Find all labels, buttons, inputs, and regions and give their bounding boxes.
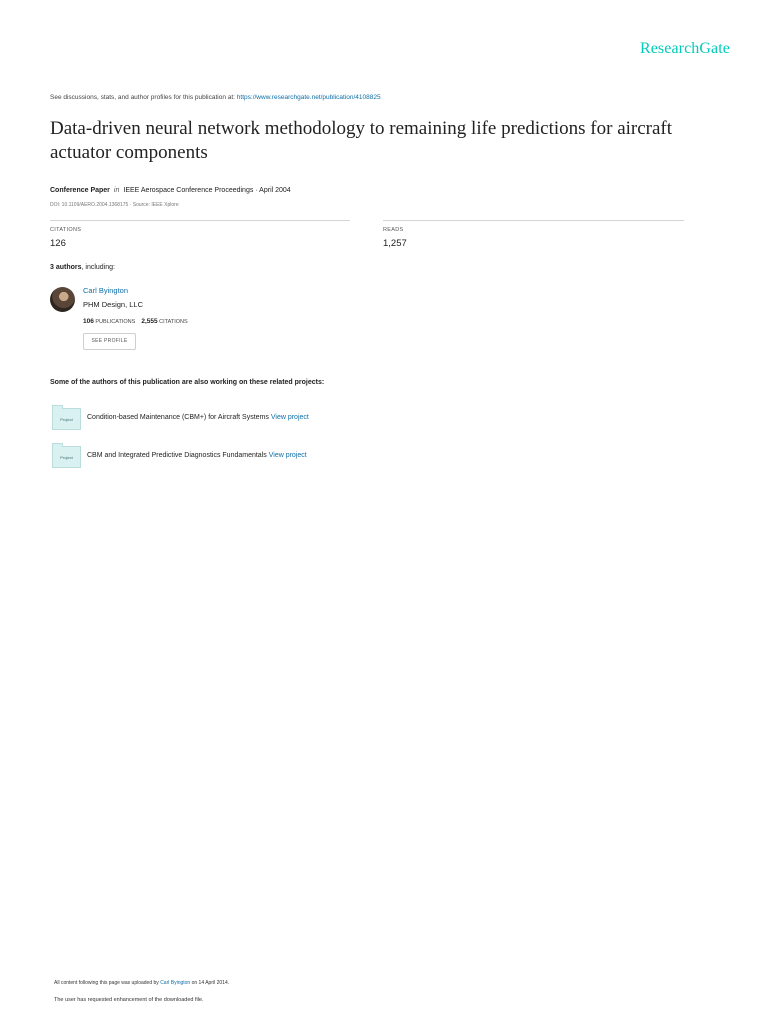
enhancement-notice: The user has requested enhancement of the downloaded file. xyxy=(54,997,204,1003)
reads-label: READS xyxy=(383,227,404,233)
citations-label: CITATIONS xyxy=(50,227,82,233)
publication-meta xyxy=(50,187,291,194)
view-project-link[interactable]: View project xyxy=(270,414,309,421)
paper-title: Data-driven neural network methodology to remaining life predictions for aircraft actuator components xyxy=(50,118,673,163)
project-item xyxy=(87,452,307,459)
citations-divider xyxy=(50,220,350,221)
publication-venue[interactable]: IEEE Aerospace Conference Proceedings · April 2004 xyxy=(123,187,291,194)
see-discussions-text: See discussions, stats, and author profiles for this publication at: xyxy=(50,94,237,101)
authors-heading xyxy=(50,264,115,271)
authors-including: , including: xyxy=(81,264,115,271)
project-title: CBM and Integrated Predictive Diagnostics Fundamentals xyxy=(87,452,267,459)
author-citations-label: CITATIONS xyxy=(159,319,188,325)
in-word: in xyxy=(113,187,120,194)
authors-count: 3 authors xyxy=(50,264,82,271)
author-stats xyxy=(83,318,188,325)
project-item xyxy=(87,414,309,421)
see-discussions-line xyxy=(50,94,381,101)
citations-value: 126 xyxy=(50,238,66,249)
project-icon-label: Project xyxy=(60,417,73,422)
author-citations-count: 2,555 xyxy=(141,318,158,325)
uploader-link[interactable]: Carl Byington xyxy=(160,980,191,986)
see-profile-button[interactable]: SEE PROFILE xyxy=(83,333,136,350)
author-publications-label: PUBLICATIONS xyxy=(95,319,136,325)
upload-prefix: All content following this page was uploaded by xyxy=(54,980,161,986)
project-title: Condition-based Maintenance (CBM+) for Aircraft Systems xyxy=(87,414,269,421)
publication-url-link[interactable]: https://www.researchgate.net/publication/4108825 xyxy=(236,94,381,101)
reads-divider xyxy=(383,220,684,221)
author-name-link[interactable]: Carl Byington xyxy=(83,286,129,295)
publication-type: Conference Paper xyxy=(50,187,110,194)
author-avatar[interactable] xyxy=(50,287,75,312)
reads-value: 1,257 xyxy=(383,238,407,249)
author-publications-count: 106 xyxy=(83,318,94,325)
upload-suffix: on 14 April 2014. xyxy=(190,980,230,986)
author-affiliation: PHM Design, LLC xyxy=(83,300,144,309)
project-folder-icon xyxy=(52,446,81,468)
upload-notice xyxy=(54,980,229,986)
doi-line: DOI: 10.1109/AERO.2004.1368175 · Source: IEEE Xplore xyxy=(50,202,179,208)
researchgate-logo[interactable]: ResearchGate xyxy=(639,40,730,57)
related-projects-heading: Some of the authors of this publication are also working on these related projects: xyxy=(50,379,325,386)
project-folder-icon xyxy=(52,408,81,430)
view-project-link[interactable]: View project xyxy=(268,452,307,459)
project-icon-label: Project xyxy=(60,455,73,460)
